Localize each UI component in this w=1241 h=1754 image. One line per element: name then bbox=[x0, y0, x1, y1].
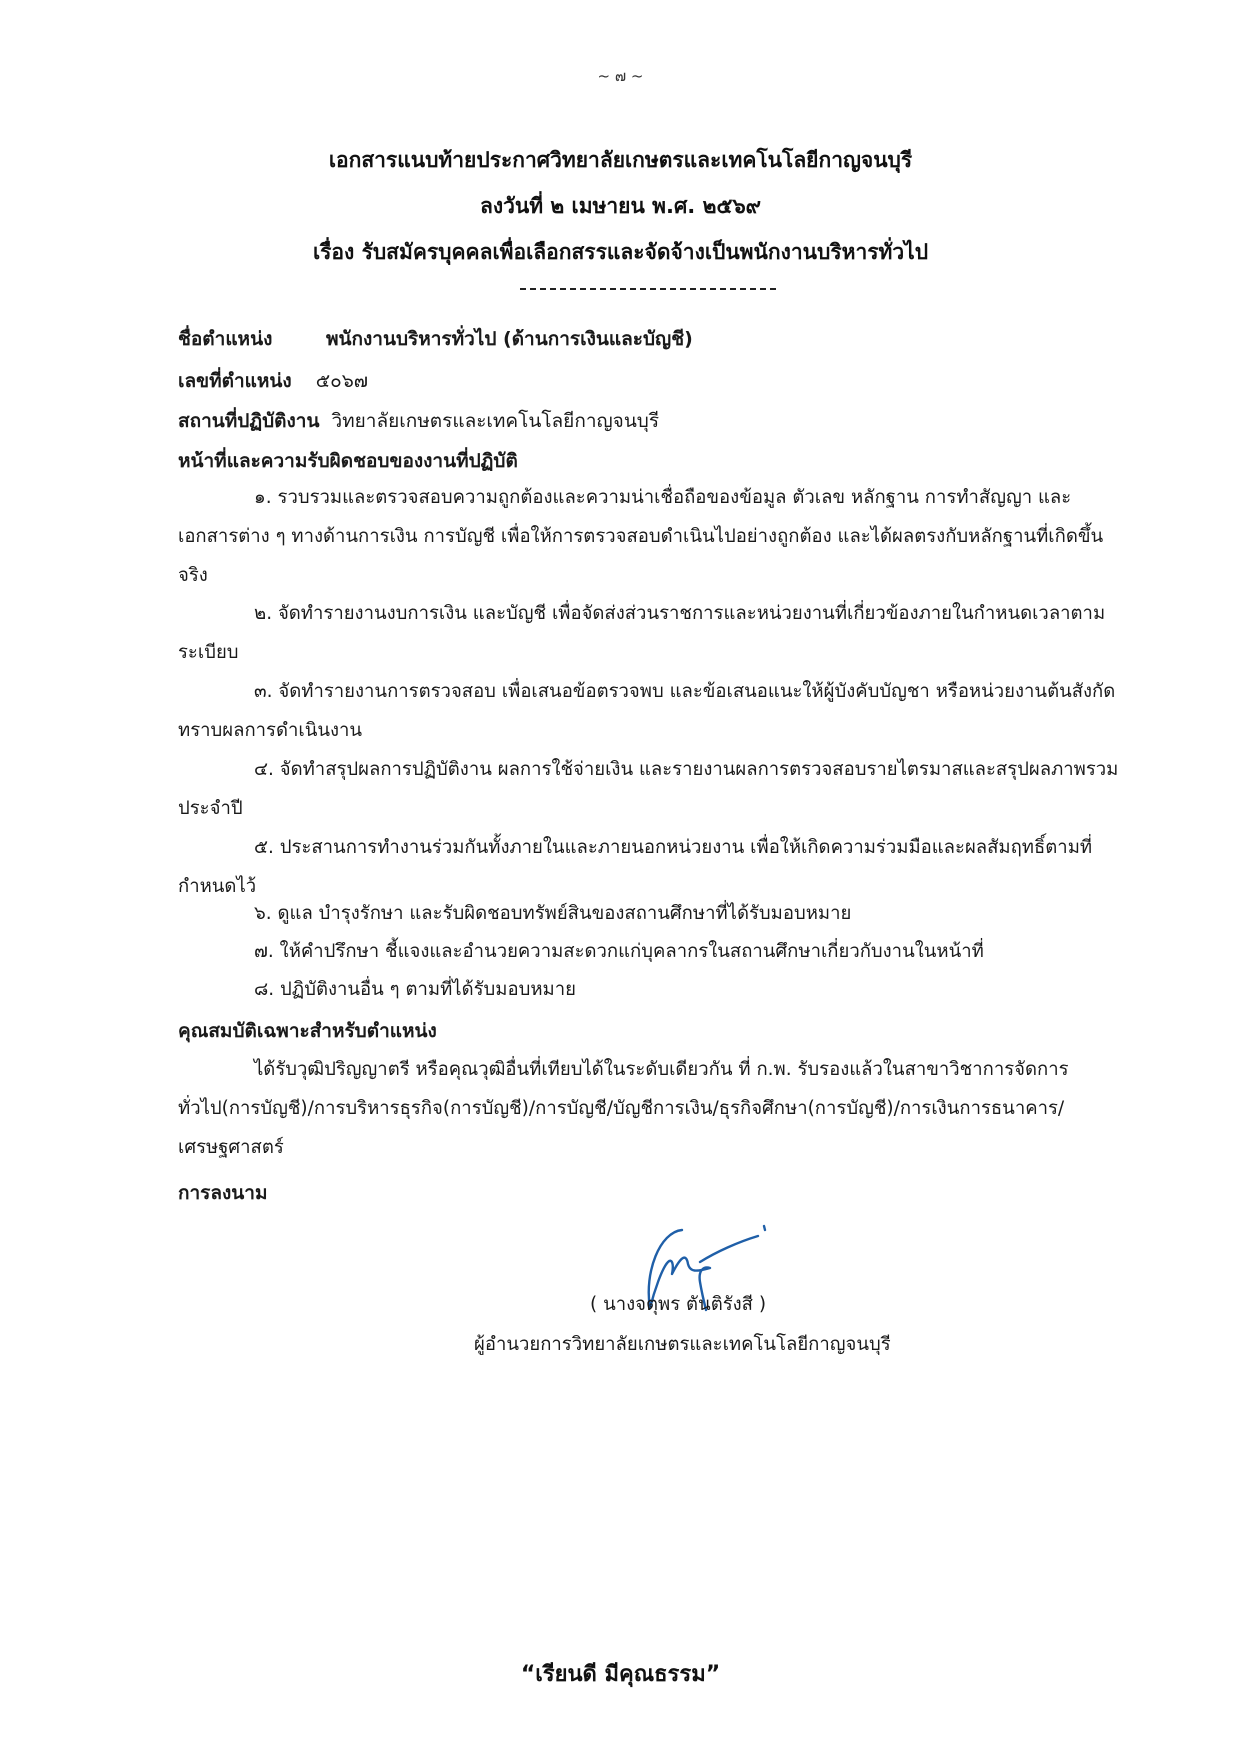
position-number-label: เลขที่ตำแหน่ง bbox=[178, 370, 292, 392]
duty-item: ๓. จัดทำรายงานการตรวจสอบ เพื่อเสนอข้อตรวจพบ และข้อเสนอแนะให้ผู้บังคับบัญชา หรือหน่วยงานต้นสังกัดทราบผลการดำเนินงาน bbox=[178, 681, 1116, 741]
position-number-field bbox=[178, 366, 368, 396]
position-number-value: ๕๐๖๗ bbox=[315, 370, 369, 392]
position-name-value: พนักงานบริหารทั่วไป (ด้านการเงินและบัญชี) bbox=[326, 328, 693, 350]
duty-item: ๑. รวบรวมและตรวจสอบความถูกต้องและความน่าเชื่อถือของข้อมูล ตัวเลข หลักฐาน การทำสัญญา และเอกสารต่าง ๆ ทางด้านการเงิน การบัญชี เพื่อให้การตรวจสอบดำเนินไปอย่างถูกต้อง และได้ผลตรงกับหลักฐานที่เกิดขึ้นจริง bbox=[178, 487, 1104, 586]
dashed-divider bbox=[520, 288, 776, 290]
page-number: ~ ๗ ~ bbox=[597, 67, 644, 85]
position-name-label: ชื่อตำแหน่ง bbox=[178, 328, 273, 350]
signer-name: ( นางจตุพร ตันติรังสี ) bbox=[590, 1294, 767, 1315]
signer-title: ผู้อำนวยการวิทยาลัยเกษตรและเทคโนโลยีกาญจนบุรี bbox=[474, 1334, 891, 1355]
position-name-field bbox=[178, 324, 693, 354]
duty-item: ๔. จัดทำสรุปผลการปฏิบัติงาน ผลการใช้จ่ายเงิน และรายงานผลการตรวจสอบรายไตรมาสและสรุปผลภาพรวมประจำปี bbox=[178, 759, 1119, 819]
document-date: ลงวันที่ ๒ เมษายน พ.ศ. ๒๕๖๙ bbox=[479, 194, 762, 218]
duties-heading: หน้าที่และความรับผิดชอบของงานที่ปฏิบัติ bbox=[178, 450, 518, 472]
qualifications-text: ได้รับวุฒิปริญญาตรี หรือคุณวุฒิอื่นที่เทียบได้ในระดับเดียวกัน ที่ ก.พ. รับรองแล้วในสาขาวิชาการจัดการทั่วไป(การบัญชี)/การบริหารธุรกิจ(การบัญชี)/การบัญชี/บัญชีการเงิน/ธุรกิจศึกษา(การบัญชี)/การเงินการธนาคาร/เศรษฐศาสตร์ bbox=[178, 1059, 1069, 1158]
workplace-field bbox=[178, 406, 659, 436]
duty-item: ๗. ให้คำปรึกษา ชี้แจงและอำนวยความสะดวกแก่บุคลากรในสถานศึกษาเกี่ยวกับงานในหน้าที่ bbox=[254, 941, 984, 962]
duty-item: ๕. ประสานการทำงานร่วมกันทั้งภายในและภายนอกหน่วยงาน เพื่อให้เกิดความร่วมมือและผลสัมฤทธิ์ตามที่กำหนดไว้ bbox=[178, 837, 1093, 897]
workplace-value: วิทยาลัยเกษตรและเทคโนโลยีกาญจนบุรี bbox=[331, 410, 660, 432]
document-title: เอกสารแนบท้ายประกาศวิทยาลัยเกษตรและเทคโนโลยีกาญจนบุรี bbox=[328, 148, 913, 172]
duty-item: ๖. ดูแล บำรุงรักษา และรับผิดชอบทรัพย์สินของสถานศึกษาที่ได้รับมอบหมาย bbox=[254, 903, 852, 924]
duty-item: ๘. ปฏิบัติงานอื่น ๆ ตามที่ได้รับมอบหมาย bbox=[254, 979, 576, 1000]
signing-heading: การลงนาม bbox=[178, 1182, 268, 1204]
workplace-label: สถานที่ปฏิบัติงาน bbox=[178, 410, 320, 432]
duty-item: ๒. จัดทำรายงานงบการเงิน และบัญชี เพื่อจัดส่งส่วนราชการและหน่วยงานที่เกี่ยวข้องภายในกำหนดเวลาตามระเบียบ bbox=[178, 603, 1106, 663]
document-subject: เรื่อง รับสมัครบุคคลเพื่อเลือกสรรและจัดจ้างเป็นพนักงานบริหารทั่วไป bbox=[312, 240, 929, 264]
qualifications-heading: คุณสมบัติเฉพาะสำหรับตำแหน่ง bbox=[178, 1020, 437, 1042]
footer-motto: “เรียนดี มีคุณธรรม” bbox=[520, 1662, 721, 1687]
